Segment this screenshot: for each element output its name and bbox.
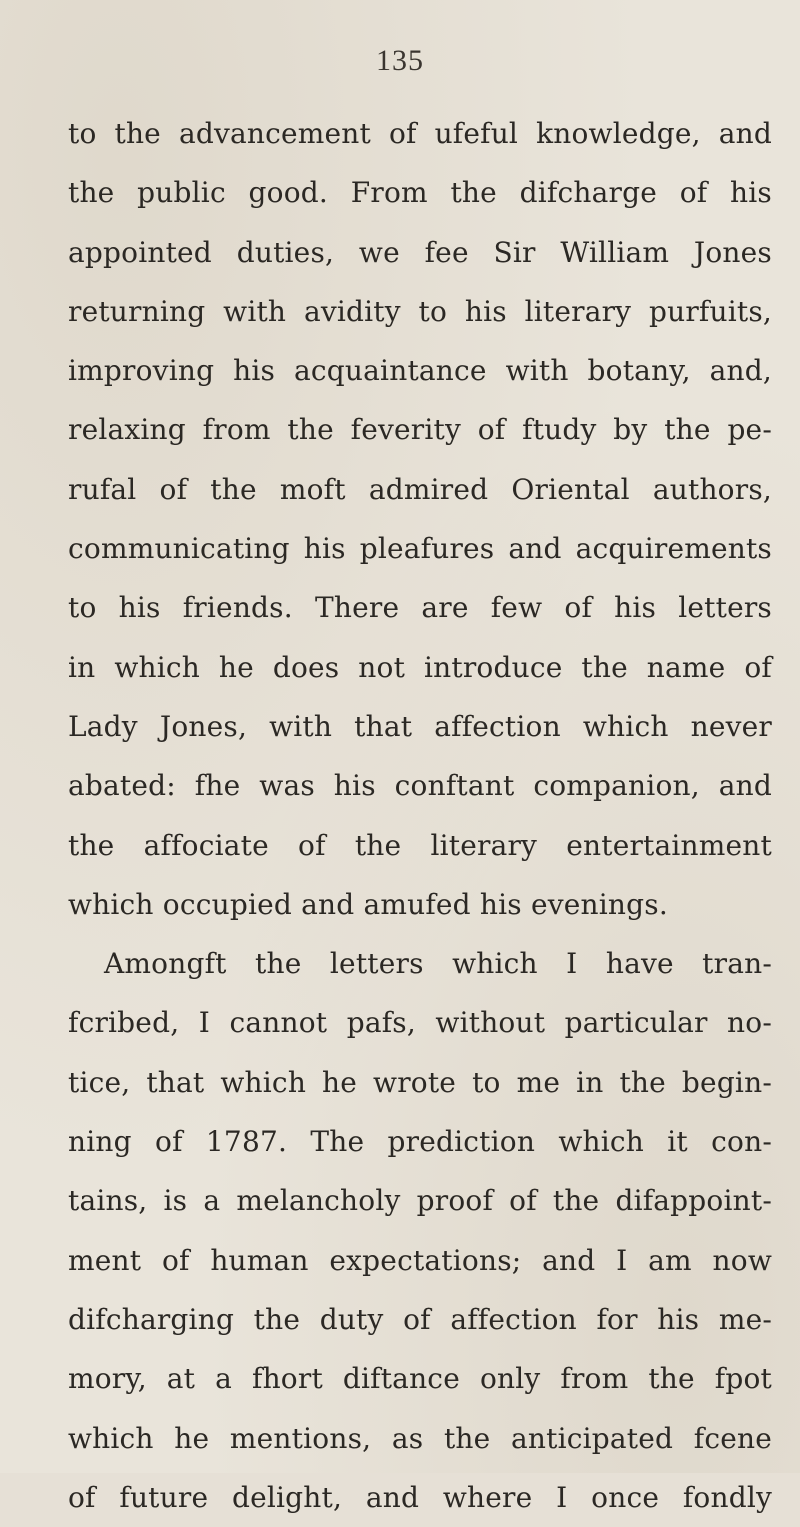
text-line: tice, that which he wrote to me in the begin- <box>68 1065 772 1099</box>
text-line: the affociate of the literary entertainment <box>68 828 772 862</box>
text-line: of future delight, and where I once fondly <box>68 1480 772 1514</box>
page-number: 135 <box>376 44 424 77</box>
text-line: relaxing from the feverity of ftudy by the pe- <box>68 413 772 447</box>
text-line: appointed duties, we fee Sir William Jones <box>68 235 772 269</box>
text-line: mory, at a fhort diftance only from the fpot <box>68 1362 772 1396</box>
text-line: which he mentions, as the anticipated fcene <box>68 1421 772 1455</box>
text-line: ning of 1787. The prediction which it con- <box>68 1125 772 1159</box>
text-line: in which he does not introduce the name of <box>68 650 772 684</box>
text-line: Lady Jones, with that affection which never <box>68 709 772 743</box>
text-line: rufal of the moft admired Oriental authors, <box>68 472 772 506</box>
text-line: fcribed, I cannot pafs, without particular no- <box>68 1006 772 1040</box>
text-line: ment of human expectations; and I am now <box>68 1243 772 1277</box>
text-line: to the advancement of ufeful knowledge, and <box>68 117 772 150</box>
text-line: which occupied and amufed his evenings. <box>68 887 668 921</box>
text-line: Amongft the letters which I have tran- <box>104 947 772 981</box>
body-text <box>68 104 772 1527</box>
text-line: difcharging the duty of affection for his me- <box>68 1302 772 1336</box>
text-line: the public good. From the difcharge of his <box>68 176 772 210</box>
text-line: returning with avidity to his literary purfuits, <box>68 294 772 328</box>
text-line: to his friends. There are few of his letters <box>68 591 772 625</box>
text-line: improving his acquaintance with botany, and, <box>68 354 772 388</box>
text-line: tains, is a melancholy proof of the difappoint- <box>68 1184 772 1218</box>
text-line: communicating his pleafures and acquirements <box>68 532 772 566</box>
text-line: abated: fhe was his conftant companion, and <box>68 769 772 803</box>
